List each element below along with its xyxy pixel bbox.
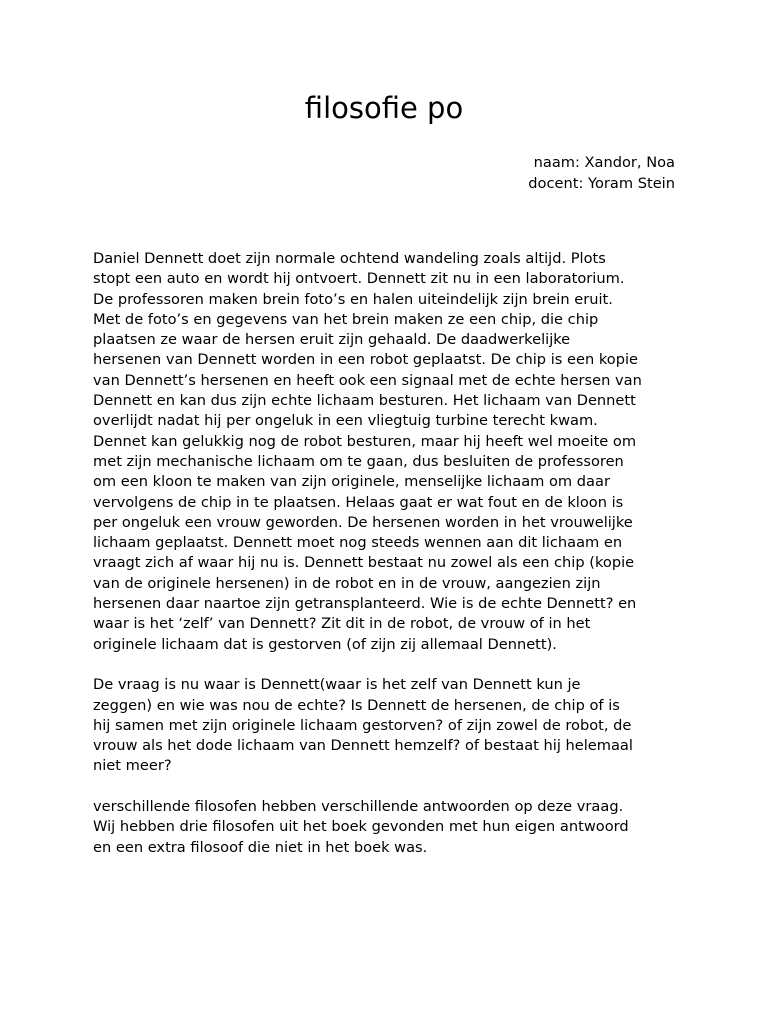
body-paragraph (93, 675, 693, 776)
text-line: Dennet kan gelukkig nog de robot besturen, maar hij heeft wel moeite om (93, 432, 637, 450)
text-line: De professoren maken brein foto’s en halen uiteindelijk zijn brein eruit. (93, 290, 613, 308)
text-line: waar is het ‘zelf’ van Dennett? Zit dit in de robot, de vrouw of in het (93, 615, 591, 633)
text-line: overlijdt nadat hij per ongeluk in een vliegtuig turbine terecht kwam. (93, 412, 598, 430)
text-line: van de originele hersenen) in de robot en in de vrouw, aangezien zijn (93, 574, 601, 592)
author-info (528, 153, 675, 194)
text-line: verschillende filosofen hebben verschillende antwoorden op deze vraag. (93, 798, 624, 816)
text-line: en een extra filosoof die niet in het boek was. (93, 838, 428, 856)
text-line: vrouw als het dode lichaam van Dennett hemzelf? of bestaat hij helemaal (93, 737, 633, 755)
text-line: hersenen van Dennett worden in een robot geplaatst. De chip is een kopie (93, 351, 639, 369)
text-line: zeggen) en wie was nou de echte? Is Dennett de hersenen, de chip of is (93, 696, 620, 714)
text-line: originele lichaam dat is gestorven (of zijn zij allemaal Dennett). (93, 635, 557, 653)
body-paragraph (93, 797, 693, 858)
author-names: naam: Xandor, Noa (533, 154, 675, 171)
teacher-name: docent: Yoram Stein (528, 174, 675, 192)
text-line: niet meer? (93, 757, 172, 775)
text-line: Daniel Dennett doet zijn normale ochtend wandeling zoals altijd. Plots (93, 250, 606, 267)
text-line: van Dennett’s hersenen en heeft ook een signaal met de echte hersen van (93, 371, 642, 389)
text-line: plaatsen ze waar de hersen eruit zijn gehaald. De daadwerkelijke (93, 331, 571, 349)
document-title: filosofie po (304, 91, 464, 125)
body-paragraph (93, 249, 693, 655)
text-line: hij samen met zijn originele lichaam gestorven? of zijn zowel de robot, de (93, 716, 632, 734)
text-line: vraagt zich af waar hij nu is. Dennett bestaat nu zowel als een chip (kopie (93, 554, 635, 572)
text-line: Dennett en kan dus zijn echte lichaam besturen. Het lichaam van Dennett (93, 392, 636, 410)
text-line: per ongeluk een vrouw geworden. De hersenen worden in het vrouwelijke (93, 513, 633, 531)
text-line: stopt een auto en wordt hij ontvoert. Dennett zit nu in een laboratorium. (93, 270, 625, 288)
text-line: De vraag is nu waar is Dennett(waar is het zelf van Dennett kun je (93, 676, 581, 694)
text-line: met zijn mechanische lichaam om te gaan, dus besluiten de professoren (93, 452, 624, 470)
text-line: vervolgens de chip in te plaatsen. Helaas gaat er wat fout en de kloon is (93, 493, 624, 511)
text-line: Met de foto’s en gegevens van het brein maken ze een chip, die chip (93, 310, 599, 328)
text-line: om een kloon te maken van zijn originele, menselijke lichaam om daar (93, 473, 610, 491)
document-body (93, 249, 693, 878)
text-line: hersenen daar naartoe zijn getransplanteerd. Wie is de echte Dennett? en (93, 595, 637, 613)
text-line: lichaam geplaatst. Dennett moet nog steeds wennen aan dit lichaam en (93, 534, 623, 552)
text-line: Wij hebben drie filosofen uit het boek gevonden met hun eigen antwoord (93, 818, 629, 836)
